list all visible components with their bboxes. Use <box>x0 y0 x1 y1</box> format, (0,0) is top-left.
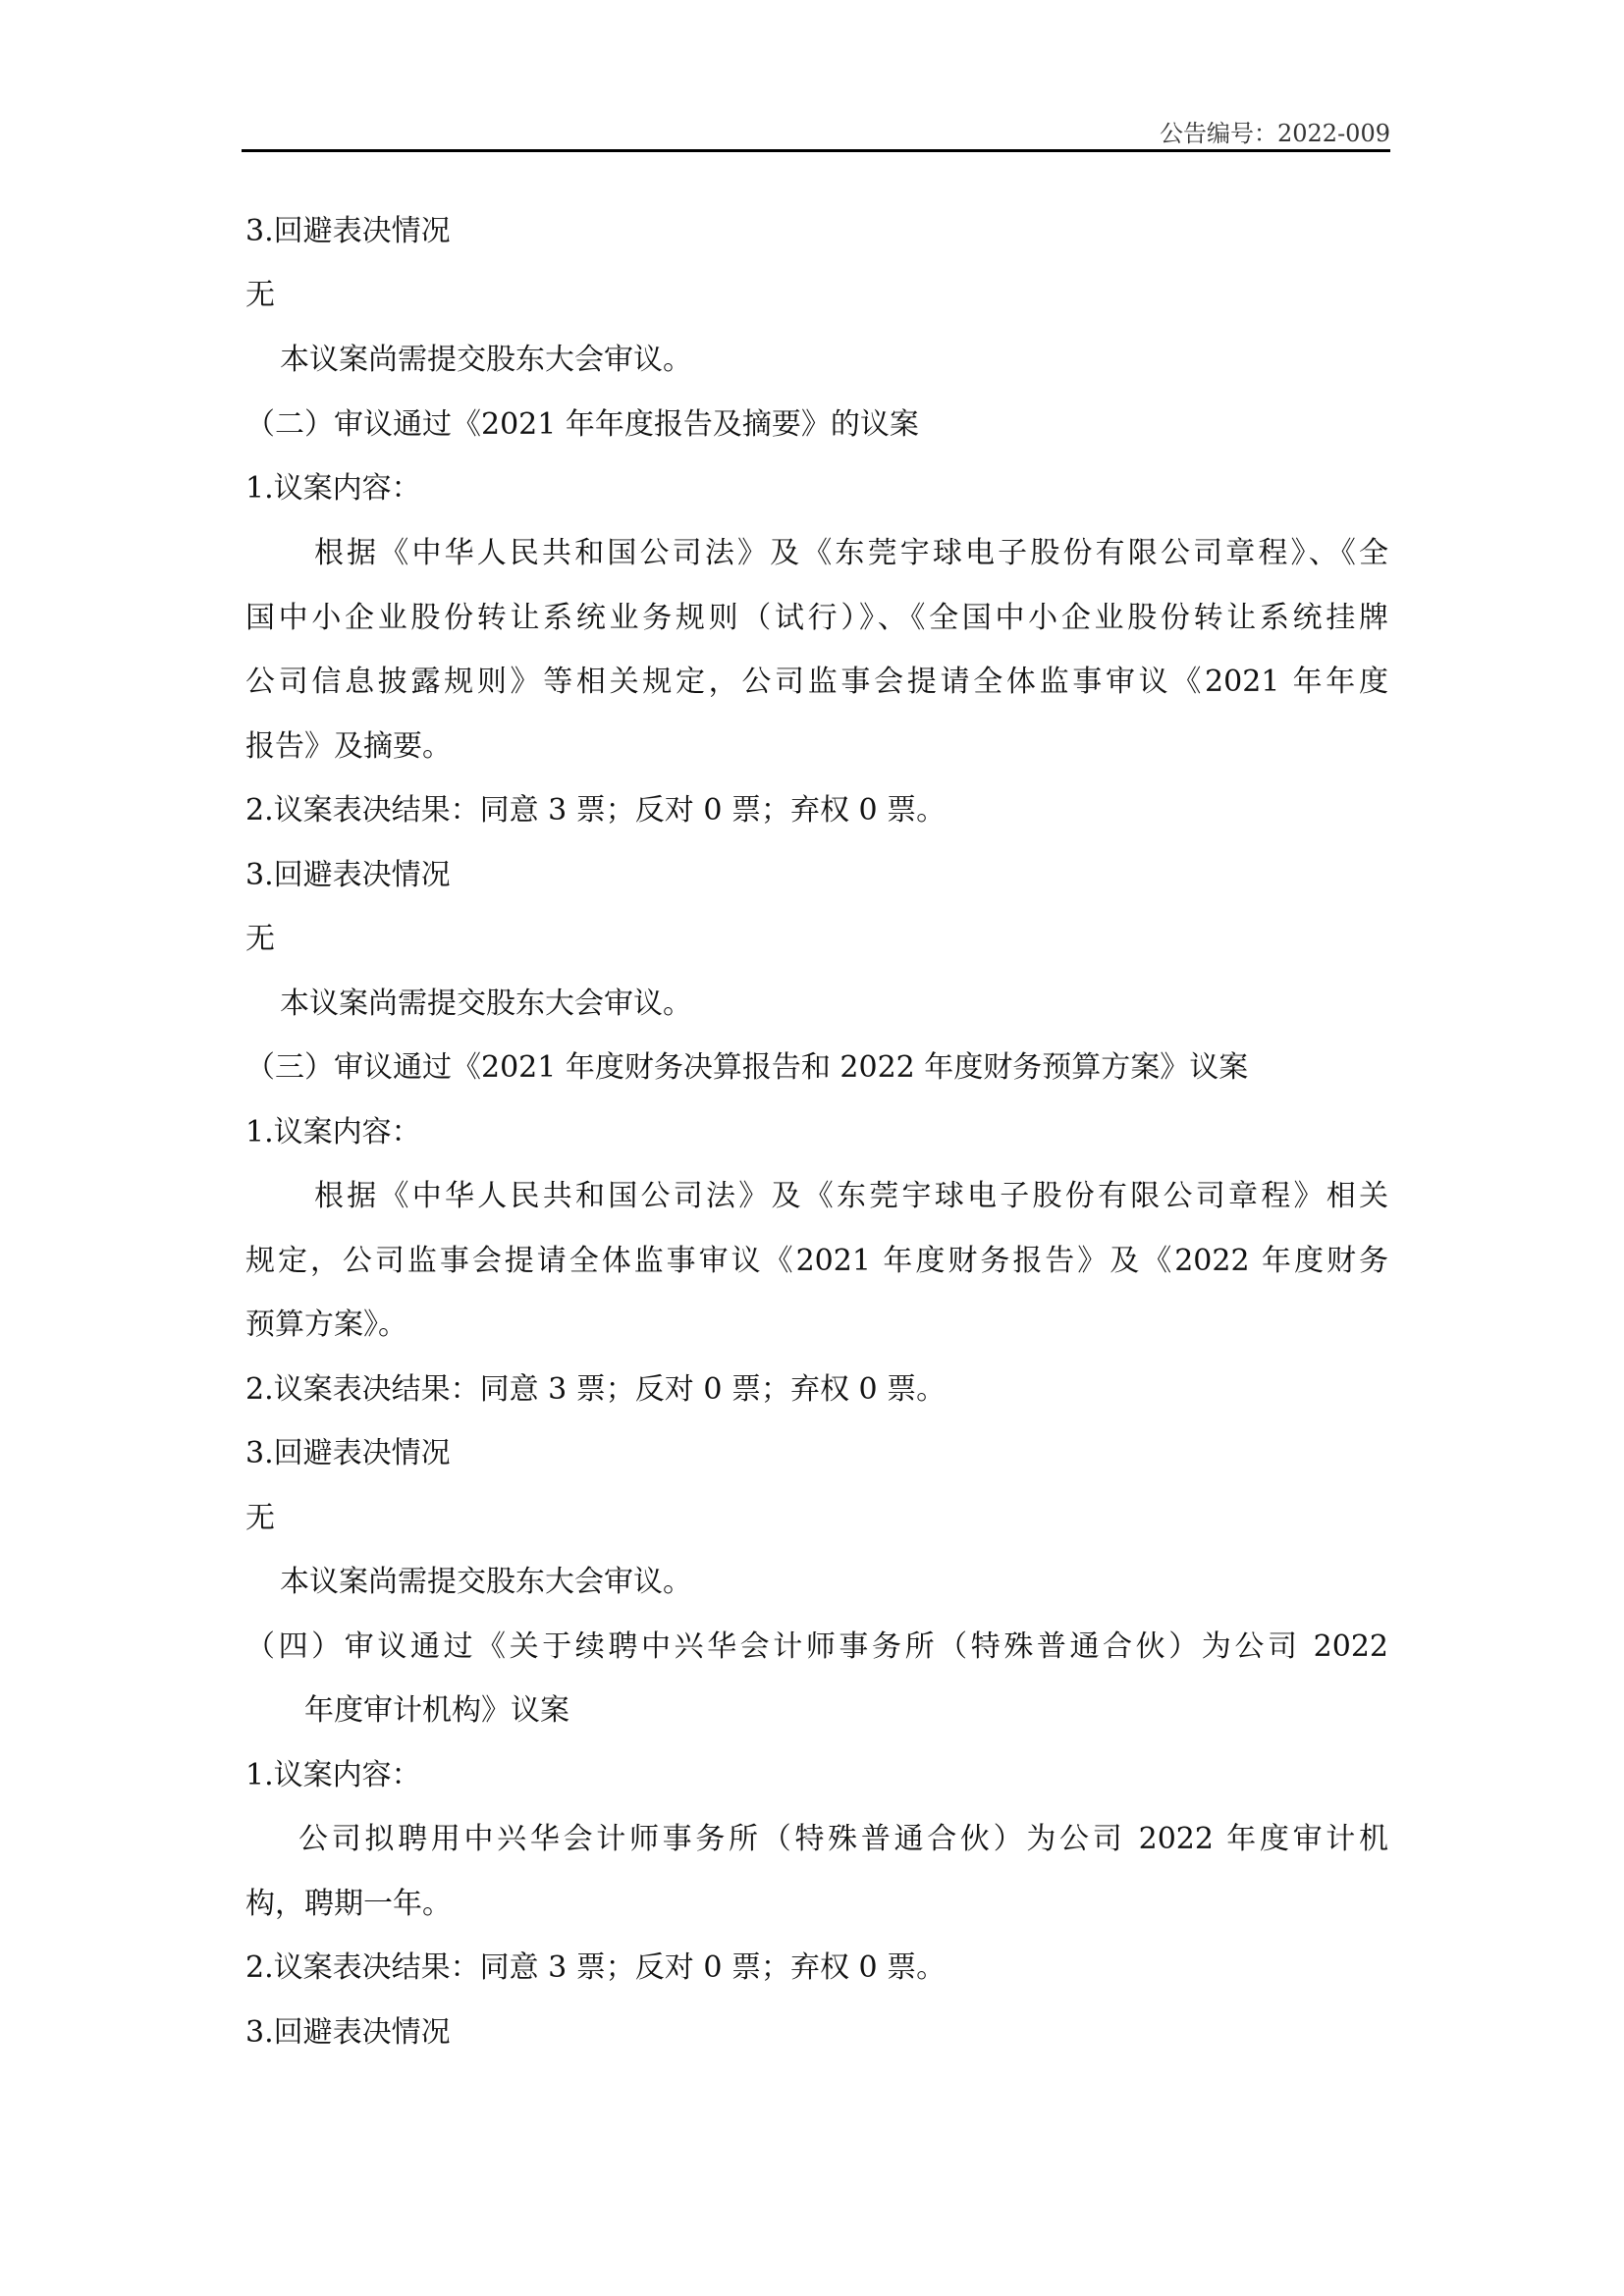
section-4-content-line: 根据《中华人民共和国公司法》及《东莞宇球电子股份有限公司章程》相关 <box>314 1179 1388 1213</box>
section-2-recusal-value: 无 <box>245 278 275 312</box>
section-3-submission-note: 本议案尚需提交股东大会审议。 <box>280 987 692 1021</box>
section-4-recusal-value: 无 <box>245 1501 275 1535</box>
section-3-content-line: 报告》及摘要。 <box>245 729 452 764</box>
section-4-content-heading: 1.议案内容： <box>245 1115 421 1149</box>
section-4-content-line: 规定，公司监事会提请全体监事审议《2021 年度财务报告》及《2022 年度财务 <box>245 1244 1388 1278</box>
section-4-title: （三）审议通过《2021 年度财务决算报告和 2022 年度财务预算方案》议案 <box>245 1050 1249 1085</box>
section-4-submission-note: 本议案尚需提交股东大会审议。 <box>280 1565 692 1599</box>
announcement-number: 公告编号：2022-009 <box>1160 120 1390 147</box>
section-4-recusal-heading: 3.回避表决情况 <box>245 1436 451 1470</box>
section-2-recusal-heading: 3.回避表决情况 <box>245 214 451 248</box>
section-5-content-heading: 1.议案内容： <box>245 1758 421 1792</box>
section-5-recusal-heading: 3.回避表决情况 <box>245 2015 451 2050</box>
section-5-content-line: 公司拟聘用中兴华会计师事务所（特殊普通合伙）为公司 2022 年度审计机 <box>298 1822 1388 1856</box>
section-4-vote-result: 2.议案表决结果：同意 3 票；反对 0 票；弃权 0 票。 <box>245 1372 947 1407</box>
section-3-vote-result: 2.议案表决结果：同意 3 票；反对 0 票；弃权 0 票。 <box>245 793 947 828</box>
section-3-content-line: 公司信息披露规则》等相关规定，公司监事会提请全体监事审议《2021 年年度 <box>245 665 1388 699</box>
section-4-content-line: 预算方案》。 <box>245 1308 407 1342</box>
section-5-vote-result: 2.议案表决结果：同意 3 票；反对 0 票；弃权 0 票。 <box>245 1950 947 1985</box>
section-3-title: （二）审议通过《2021 年年度报告及摘要》的议案 <box>245 407 919 442</box>
page-header <box>242 118 1390 153</box>
section-3-content-line: 国中小企业股份转让系统业务规则（试行）》、《全国中小企业股份转让系统挂牌 <box>245 601 1388 635</box>
section-2-submission-note: 本议案尚需提交股东大会审议。 <box>280 343 692 377</box>
section-3-recusal-heading: 3.回避表决情况 <box>245 858 451 892</box>
section-5-title: （四）审议通过《关于续聘中兴华会计师事务所（特殊普通合伙）为公司 2022 <box>245 1629 1388 1664</box>
section-3-content-line: 根据《中华人民共和国公司法》及《东莞宇球电子股份有限公司章程》、《全 <box>314 536 1388 570</box>
header-divider <box>242 149 1390 152</box>
section-5-title-continued: 年度审计机构》议案 <box>304 1693 569 1728</box>
section-3-recusal-value: 无 <box>245 922 275 956</box>
section-5-content-line: 构，聘期一年。 <box>245 1887 452 1921</box>
section-3-content-heading: 1.议案内容： <box>245 471 421 506</box>
